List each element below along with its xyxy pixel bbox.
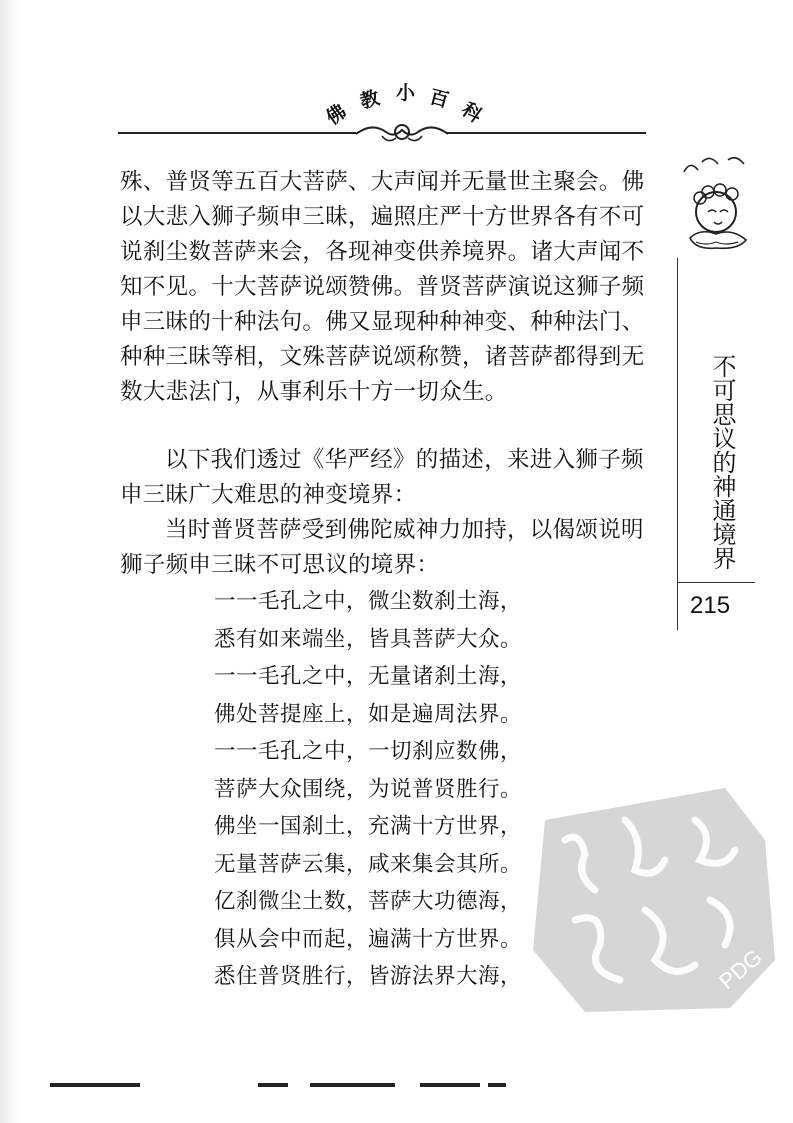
scan-artifact bbox=[488, 1083, 506, 1087]
verse-line: 亿刹微尘土数，菩萨大功德海， bbox=[214, 889, 523, 914]
scan-artifact bbox=[258, 1083, 288, 1087]
header-char-5: 科 bbox=[457, 98, 486, 128]
verse-line: 佛坐一国刹土，充满十方世界， bbox=[214, 814, 523, 839]
header-rule-right bbox=[446, 132, 646, 134]
header-rule-left bbox=[118, 132, 356, 134]
verse-line: 无量菩萨云集，咸来集会其所。 bbox=[214, 851, 523, 877]
scan-artifact bbox=[310, 1083, 395, 1087]
stamp-text: PDG bbox=[714, 944, 767, 995]
library-stamp-watermark bbox=[525, 780, 780, 1015]
scan-artifact bbox=[50, 1083, 140, 1087]
header-char-3: 小 bbox=[396, 82, 416, 104]
margin-vertical-rule bbox=[677, 258, 678, 630]
buddha-head-illustration-icon bbox=[676, 150, 760, 255]
body-paragraph-1: 殊、普贤等五百大菩萨、大声闻并无量世主聚会。佛以大悲入狮子频申三昧，遍照庄严十方世界各有不可说刹尘数菩萨来会，各现神变供养境界。诸大声闻不知不见。十大菩萨说颂赞佛。普贤菩萨演说这狮子频申三昧的十种法句。佛又显现种种神变、种种法门、种种三昧等相，文殊菩萨说颂称赞，诸菩萨都得到无数大悲法门，从事利乐十方一切众生。 bbox=[120, 169, 645, 405]
chapter-side-title: 不可思议的神通境界 bbox=[708, 354, 736, 570]
header-ornament-icon bbox=[352, 118, 452, 148]
page-number-rule bbox=[677, 582, 755, 583]
verse-line: 悉有如来端坐，皆具菩萨大众。 bbox=[214, 626, 523, 652]
header-char-1: 佛 bbox=[322, 100, 351, 130]
page-number: 215 bbox=[690, 592, 731, 619]
verse-line: 悉住普贤胜行，皆游法界大海， bbox=[214, 964, 523, 989]
verse-line: 菩萨大众围绕，为说普贤胜行。 bbox=[214, 776, 523, 802]
verse-line: 佛处菩提座上，如是遍周法界。 bbox=[214, 701, 523, 727]
scan-artifact bbox=[420, 1083, 480, 1087]
verse-line: 一一毛孔之中，一切刹应数佛， bbox=[214, 739, 523, 764]
verse-line: 一一毛孔之中，微尘数刹土海， bbox=[214, 589, 523, 614]
header-char-4: 百 bbox=[427, 85, 452, 113]
header-char-2: 教 bbox=[357, 86, 382, 114]
verse-block bbox=[214, 583, 574, 996]
verse-line: 一一毛孔之中，无量诸刹土海， bbox=[214, 664, 523, 689]
scan-edge-shadow bbox=[0, 0, 18, 1123]
body-paragraph-3: 当时普贤菩萨受到佛陀威神力加持，以偈颂说明狮子频申三昧不可思议的境界： bbox=[120, 517, 644, 578]
body-paragraph-2: 以下我们透过《华严经》的描述，来进入狮子频申三昧广大难思的神变境界： bbox=[120, 447, 644, 508]
verse-line: 俱从会中而起，遍满十方世界。 bbox=[214, 926, 523, 952]
